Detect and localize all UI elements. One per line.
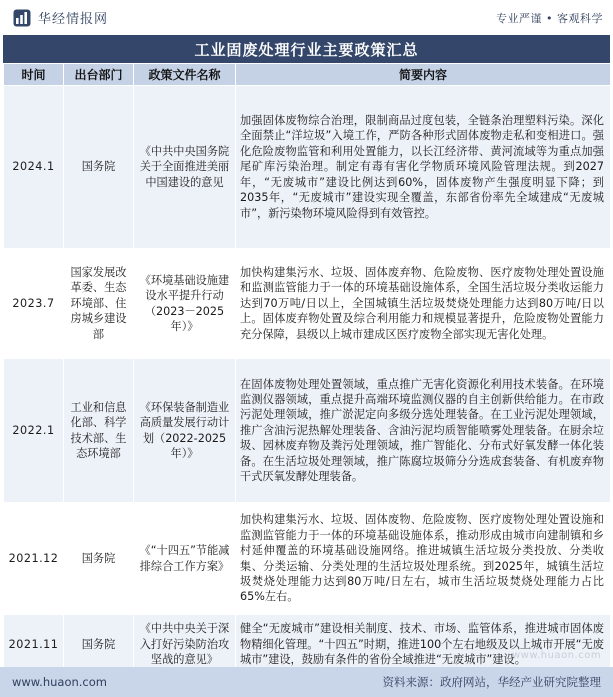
cell-time: 2021.12	[4, 503, 64, 615]
brand-name: 华经情报网	[38, 12, 109, 27]
cell-dept: 国务院	[64, 615, 134, 675]
table-row	[4, 86, 611, 249]
cell-time: 2022.1	[4, 359, 64, 503]
cell-time: 2024.1	[4, 86, 64, 249]
footer-bar	[0, 667, 613, 697]
column-header-time: 时间	[4, 64, 64, 86]
cell-time: 2021.11	[4, 615, 64, 675]
brand-logo-icon	[13, 9, 31, 27]
cell-content: 加强固体废物综合治理，限制商品过度包装，全链条治理塑料污染。深化全面禁止“洋垃圾”入境工作，严防各种形式固体废物走私和变相进口。强化危险废物监管和利用处置能力，以长江经济带、黄河流域等为重点加强尾矿库污染治理。制定有毒有害化学物质环境风险管理法规。到2027年，“无废城市”建设比例达到60%，固体废物产生强度明显下降；到2035年，“无废城市”建设实现全覆盖，东部省份率先全域建成“无废城市”，新污染物环境风险得到有效管控。	[236, 86, 611, 249]
cell-content: 加快构建集污水、垃圾、固体废物、危险废物、医疗废物处理处置设施和监测监管能力于一体的环境基础设施体系，推动形成由城市向建制镇和乡村延伸覆盖的环境基础设施网络。推进城镇生活垃圾分类投放、分类收集、分类运输、分类处理的生活垃圾处理系统。到2025年，城镇生活垃圾焚烧处理能力达到80万吨/日左右，城市生活垃圾焚烧处理能力占比65%左右。	[236, 503, 611, 615]
column-header-doc: 政策文件名称	[134, 64, 236, 86]
cell-doc: 《中共中央国务院关于全面推进美丽中国建设的意见	[134, 86, 236, 249]
table-header-row	[4, 64, 611, 86]
footer-source: 资料来源：政府网站，华经产业研究院整理	[382, 675, 601, 689]
cell-dept: 国家发展改革委、生态环境部、住房城乡建设部	[64, 249, 134, 359]
slogan: 专业严谨 • 客观科学	[496, 11, 603, 25]
cell-content: 加快构建集污水、垃圾、固体废弃物、危险废物、医疗废物处理处置设施和监测监管能力于一体的环境基础设施体系，全国生活垃圾分类收运能力达到70万吨/日以上，全国城镇生活垃圾焚烧处理能力达到80万吨/日以上。固体废弃物处置及综合利用能力和规模显著提升，危险废物处置能力充分保障，县级以上城市建成区医疗废物全部实现无害化处理。	[236, 249, 611, 359]
cell-dept: 工业和信息化部、科学技术部、生态环境部	[64, 359, 134, 503]
footer-url: www.huaon.com	[12, 675, 107, 689]
cell-content: 健全“无废城市”建设相关制度、技术、市场、监管体系，推进城市固体废物精细化管理。“十四五”时期，推进100个左右地级及以上城市开展“无废城市”建设，鼓励有条件的省份全域推进“无废城市”建设。	[236, 615, 611, 675]
column-header-content: 简要内容	[236, 64, 611, 86]
cell-doc: 《“十四五”节能减排综合工作方案》	[134, 503, 236, 615]
cell-doc: 《环保装备制造业高质量发展行动计划（2022-2025年）》	[134, 359, 236, 503]
cell-dept: 国务院	[64, 86, 134, 249]
table-row	[4, 359, 611, 503]
cell-doc: 《中共中央关于深入打好污染防治攻坚战的意见》	[134, 615, 236, 675]
top-bar	[0, 0, 613, 35]
policy-table	[3, 63, 611, 675]
cell-doc: 《环境基础设施建设水平提升行动（2023－2025年）》	[134, 249, 236, 359]
cell-content: 在固体废物处理处置领域，重点推广无害化资源化利用技术装备。在环境监测仪器领域，重点提升高端环境监测仪器的自主创新供给能力。在市政污泥处理领域，推广淤泥定向多级分选处理装备。在工业污泥处理领域，推广含油污泥热解处理装备、含油污泥均质智能喷雾处理装备。在厨余垃圾、园林废弃物及粪污处理领域，推广智能化、分布式好氧发酵一体化装备。在生活垃圾处理领域，推广陈腐垃圾筛分分选成套装备、有机废弃物干式厌氧发酵处理装备。	[236, 359, 611, 503]
cell-time: 2023.7	[4, 249, 64, 359]
page-title: 工业固废处理行业主要政策汇总	[3, 35, 610, 63]
watermark: www.huaon.com	[512, 650, 602, 661]
cell-dept: 国务院	[64, 503, 134, 615]
table-row	[4, 503, 611, 615]
table-row	[4, 249, 611, 359]
table-row	[4, 615, 611, 675]
column-header-dept: 出台部门	[64, 64, 134, 86]
brand	[13, 8, 108, 27]
